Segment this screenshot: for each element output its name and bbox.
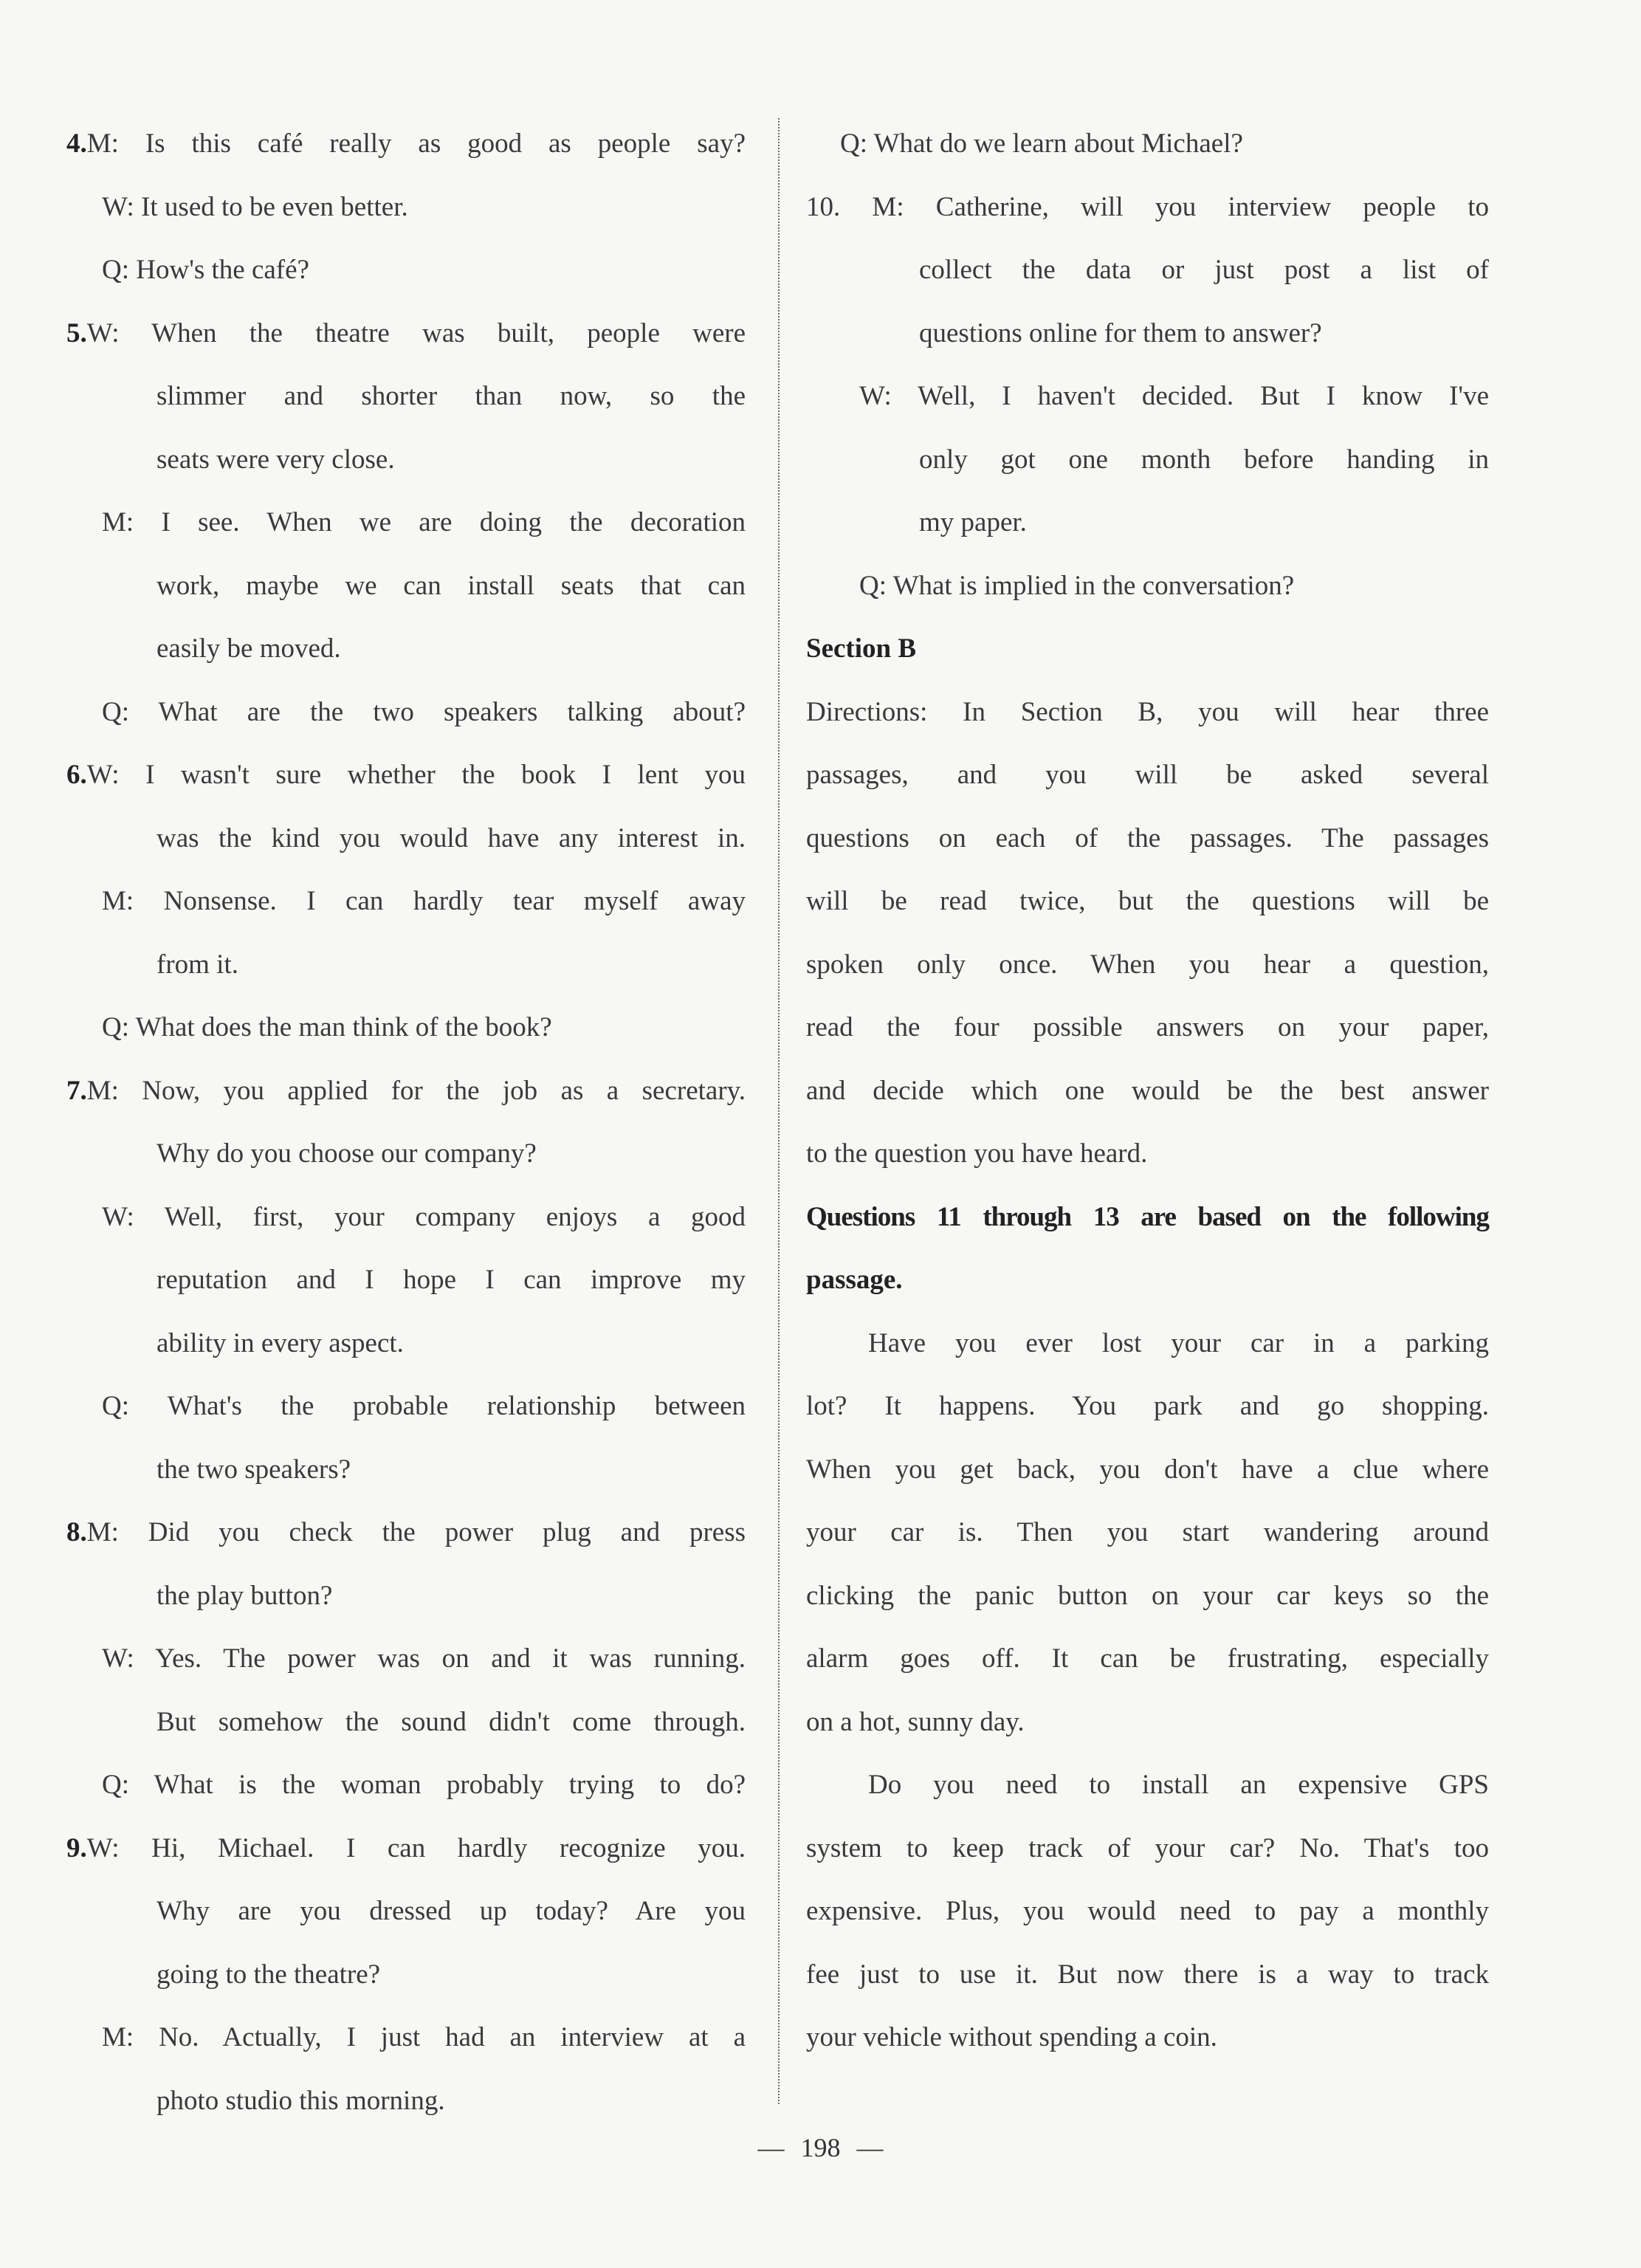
text-line: your car is. Then you start wandering around bbox=[806, 1517, 1489, 1547]
text-line: Directions: In Section B, you will hear three bbox=[806, 696, 1489, 727]
page-number: — 198 — bbox=[757, 2133, 884, 2162]
text-line: 9.W: Hi, Michael. I can hardly recognize you. bbox=[66, 1832, 746, 1863]
passage-heading: passage. bbox=[806, 1265, 903, 1295]
text-line: easily be moved. bbox=[156, 633, 341, 664]
text-line: on a hot, sunny day. bbox=[806, 1706, 1025, 1737]
text-line: expensive. Plus, you would need to pay a monthly bbox=[806, 1896, 1489, 1926]
text-line: M: Nonsense. I can hardly tear myself away bbox=[102, 886, 746, 916]
text-line: will be read twice, but the questions will be bbox=[806, 886, 1489, 916]
text-line: seats were very close. bbox=[156, 444, 395, 475]
text-line: read the four possible answers on your paper, bbox=[806, 1012, 1489, 1042]
text-line: But somehow the sound didn't come through. bbox=[156, 1706, 746, 1737]
text-line: to the question you have heard. bbox=[806, 1138, 1148, 1169]
text-line: Q: How's the café? bbox=[102, 255, 309, 285]
text-line: 8.M: Did you check the power plug and press bbox=[66, 1517, 746, 1547]
text-line: reputation and I hope I can improve my bbox=[156, 1265, 746, 1295]
left-column bbox=[66, 112, 746, 2132]
text-line: system to keep track of your car? No. That's too bbox=[806, 1832, 1489, 1863]
text-line: Have you ever lost your car in a parking bbox=[868, 1327, 1489, 1358]
text-line: W: Well, first, your company enjoys a good bbox=[102, 1201, 746, 1232]
text-line: lot? It happens. You park and go shopping. bbox=[806, 1391, 1489, 1421]
text-line: collect the data or just post a list of bbox=[919, 255, 1489, 285]
text-line: work, maybe we can install seats that can bbox=[156, 570, 746, 601]
text-line: Q: What do we learn about Michael? bbox=[840, 128, 1243, 159]
text-line: photo studio this morning. bbox=[156, 2085, 445, 2116]
text-line: passages, and you will be asked several bbox=[806, 760, 1489, 790]
text-line: Q: What is implied in the conversation? bbox=[859, 570, 1295, 601]
text-line: Why are you dressed up today? Are you bbox=[156, 1896, 746, 1926]
text-line: When you get back, you don't have a clue where bbox=[806, 1454, 1489, 1485]
text-line: spoken only once. When you hear a question, bbox=[806, 949, 1489, 980]
text-line: going to the theatre? bbox=[156, 1959, 381, 1990]
column-divider bbox=[778, 118, 780, 2104]
text-line: 5.W: When the theatre was built, people were bbox=[66, 317, 746, 348]
text-line: and decide which one would be the best answer bbox=[806, 1075, 1489, 1106]
text-line: only got one month before handing in bbox=[919, 444, 1489, 475]
text-line: questions on each of the passages. The passages bbox=[806, 822, 1489, 853]
text-line: 4.M: Is this café really as good as people say? bbox=[66, 128, 746, 159]
text-line: the play button? bbox=[156, 1580, 333, 1611]
text-line: was the kind you would have any interest in. bbox=[156, 822, 746, 853]
text-line: W: Yes. The power was on and it was running. bbox=[102, 1643, 746, 1674]
text-line: fee just to use it. But now there is a way to track bbox=[806, 1959, 1489, 1990]
text-line: Why do you choose our company? bbox=[156, 1138, 537, 1169]
text-line: 7.M: Now, you applied for the job as a secretary. bbox=[66, 1075, 746, 1106]
text-line: 10. M: Catherine, will you interview people to bbox=[806, 191, 1489, 222]
text-line: W: Well, I haven't decided. But I know I've bbox=[859, 381, 1489, 411]
text-line: M: No. Actually, I just had an interview at a bbox=[102, 2022, 746, 2052]
text-line: your vehicle without spending a coin. bbox=[806, 2022, 1217, 2052]
text-line: Q: What does the man think of the book? bbox=[102, 1012, 552, 1042]
text-line: Q: What are the two speakers talking about? bbox=[102, 696, 746, 727]
text-line: Q: What's the probable relationship between bbox=[102, 1391, 746, 1421]
text-line: 6.W: I wasn't sure whether the book I lent you bbox=[66, 760, 746, 790]
text-line: the two speakers? bbox=[156, 1454, 351, 1485]
text-line: Q: What is the woman probably trying to do? bbox=[102, 1770, 746, 1800]
text-line: ability in every aspect. bbox=[156, 1327, 404, 1358]
text-line: clicking the panic button on your car keys so the bbox=[806, 1580, 1489, 1611]
section-heading: Section B bbox=[806, 633, 917, 664]
right-column bbox=[806, 112, 1489, 2069]
text-line: questions online for them to answer? bbox=[919, 317, 1322, 348]
text-line: my paper. bbox=[919, 507, 1027, 537]
text-line: slimmer and shorter than now, so the bbox=[156, 381, 746, 411]
passage-heading: Questions 11 through 13 are based on the following bbox=[806, 1201, 1489, 1232]
text-line: W: It used to be even better. bbox=[102, 191, 408, 222]
text-line: from it. bbox=[156, 949, 238, 980]
text-line: M: I see. When we are doing the decoration bbox=[102, 507, 746, 537]
text-line: alarm goes off. It can be frustrating, especially bbox=[806, 1643, 1489, 1674]
text-line: Do you need to install an expensive GPS bbox=[868, 1770, 1489, 1800]
